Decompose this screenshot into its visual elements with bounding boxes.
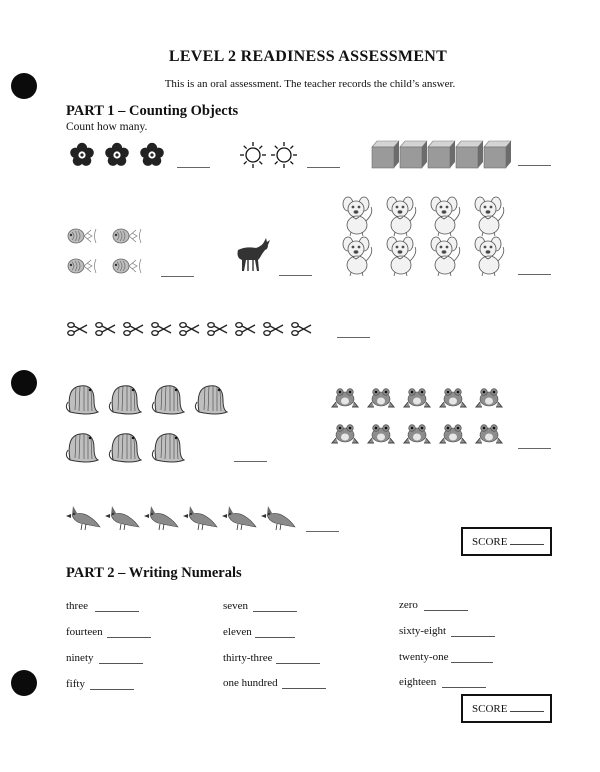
numeral-word: one hundred — [223, 677, 278, 689]
numeral-word: zero — [399, 599, 418, 611]
numeral-answer-blank[interactable] — [451, 662, 493, 663]
numeral-word: sixty-eight — [399, 625, 447, 637]
numeral-word: eighteen — [399, 676, 437, 688]
fish-icon — [68, 259, 96, 273]
frog-icon — [440, 425, 466, 443]
score-blank[interactable] — [510, 711, 544, 712]
answer-blank-birds[interactable] — [306, 531, 339, 532]
frog-icon — [476, 389, 502, 407]
worm-icon — [152, 386, 184, 414]
score-label: SCORE — [472, 703, 508, 715]
bird-icon — [222, 506, 256, 530]
bird-icon — [144, 506, 178, 530]
scissors-icon — [236, 323, 255, 336]
part1-heading: PART 1 – Counting Objects — [66, 103, 239, 119]
numeral-answer-blank[interactable] — [282, 688, 326, 689]
cube-icon — [372, 141, 399, 168]
part1-subheading: Count how many. — [66, 121, 148, 133]
scissors-icon — [96, 323, 115, 336]
worm-icon-group — [64, 376, 244, 468]
score-label: SCORE — [472, 536, 508, 548]
bird-icon — [66, 506, 100, 530]
worm-icon — [66, 434, 98, 462]
dog-icon — [431, 197, 460, 236]
dog-icon — [431, 237, 460, 276]
numeral-answer-blank[interactable] — [95, 611, 139, 612]
fish-icon — [68, 229, 96, 243]
numeral-word: seven — [223, 600, 249, 612]
worm-icon — [152, 434, 184, 462]
numeral-word: twenty-one — [399, 651, 449, 663]
dog-icon — [343, 197, 372, 236]
score-blank[interactable] — [510, 544, 544, 545]
numeral-answer-blank[interactable] — [451, 636, 495, 637]
flower-icon — [105, 143, 129, 166]
numeral-word: fourteen — [66, 626, 103, 638]
dog-icon — [387, 197, 416, 236]
scissors-icon — [208, 323, 227, 336]
answer-blank-fish[interactable] — [161, 276, 194, 277]
flower-icon — [70, 143, 94, 166]
numeral-answer-blank[interactable] — [107, 637, 151, 638]
dog-icon — [475, 237, 504, 276]
numeral-word: thirty-three — [223, 652, 273, 664]
numeral-word: ninety — [66, 652, 94, 664]
dog-icon — [343, 237, 372, 276]
frog-icon — [476, 425, 502, 443]
scissors-icon — [124, 323, 143, 336]
numeral-answer-blank[interactable] — [424, 610, 468, 611]
frog-icon — [332, 425, 358, 443]
answer-blank-suns[interactable] — [307, 167, 340, 168]
cube-icon — [456, 141, 483, 168]
frog-icon — [404, 389, 430, 407]
numeral-word: fifty — [66, 678, 85, 690]
part2-heading: PART 2 – Writing Numerals — [66, 565, 242, 581]
numeral-answer-blank[interactable] — [90, 689, 134, 690]
binder-hole-bottom — [11, 670, 37, 696]
frog-icon — [332, 389, 358, 407]
bird-icon — [261, 506, 295, 530]
sun-icon — [271, 142, 297, 168]
cube-icon — [484, 141, 511, 168]
numeral-answer-blank[interactable] — [255, 637, 295, 638]
frog-icon-group — [330, 380, 510, 452]
answer-blank-scissors[interactable] — [337, 337, 370, 338]
dog-icon — [475, 197, 504, 236]
scissors-icon — [292, 323, 311, 336]
scissors-icon — [152, 323, 171, 336]
scissors-icon — [264, 323, 283, 336]
scissors-icon — [180, 323, 199, 336]
scissors-icon-group — [66, 318, 330, 340]
page-title: LEVEL 2 READINESS ASSESSMENT — [168, 48, 448, 65]
part1-score-box — [461, 527, 552, 556]
numeral-word: three — [66, 600, 88, 612]
cube-icon — [400, 141, 427, 168]
answer-blank-dogs[interactable] — [518, 274, 551, 275]
numeral-word: eleven — [223, 626, 252, 638]
cube-icon — [428, 141, 455, 168]
frog-icon — [368, 425, 394, 443]
part2-score-box — [461, 694, 552, 723]
answer-blank-cubes[interactable] — [518, 165, 551, 166]
fish-icon-group — [66, 222, 166, 282]
worm-icon — [109, 386, 141, 414]
numeral-answer-blank[interactable] — [99, 663, 143, 664]
dog-icon-group — [340, 196, 520, 278]
instructions: This is an oral assessment. The teacher records the child’s answer. — [164, 78, 456, 90]
dog-icon — [387, 237, 416, 276]
numeral-answer-blank[interactable] — [253, 611, 297, 612]
flower-icon — [140, 143, 164, 166]
frog-icon — [404, 425, 430, 443]
deer-icon — [232, 236, 272, 276]
worm-icon — [66, 386, 98, 414]
numeral-answer-blank[interactable] — [442, 687, 486, 688]
fish-icon — [113, 229, 141, 243]
scissors-icon — [68, 323, 87, 336]
bird-icon — [105, 506, 139, 530]
answer-blank-worms[interactable] — [234, 461, 267, 462]
bird-icon-group — [64, 502, 304, 536]
worm-icon — [109, 434, 141, 462]
answer-blank-flowers[interactable] — [177, 167, 210, 168]
flower-icon-group — [68, 140, 168, 170]
frog-icon — [440, 389, 466, 407]
cube-icon-group — [372, 140, 520, 172]
sun-icon-group — [238, 140, 302, 172]
worm-icon — [195, 386, 227, 414]
answer-blank-deer[interactable] — [279, 275, 312, 276]
fish-icon — [113, 259, 141, 273]
frog-icon — [368, 389, 394, 407]
sun-icon — [240, 142, 266, 168]
bird-icon — [183, 506, 217, 530]
numeral-answer-blank[interactable] — [276, 663, 320, 664]
binder-hole-middle — [11, 370, 37, 396]
answer-blank-frogs[interactable] — [518, 448, 551, 449]
